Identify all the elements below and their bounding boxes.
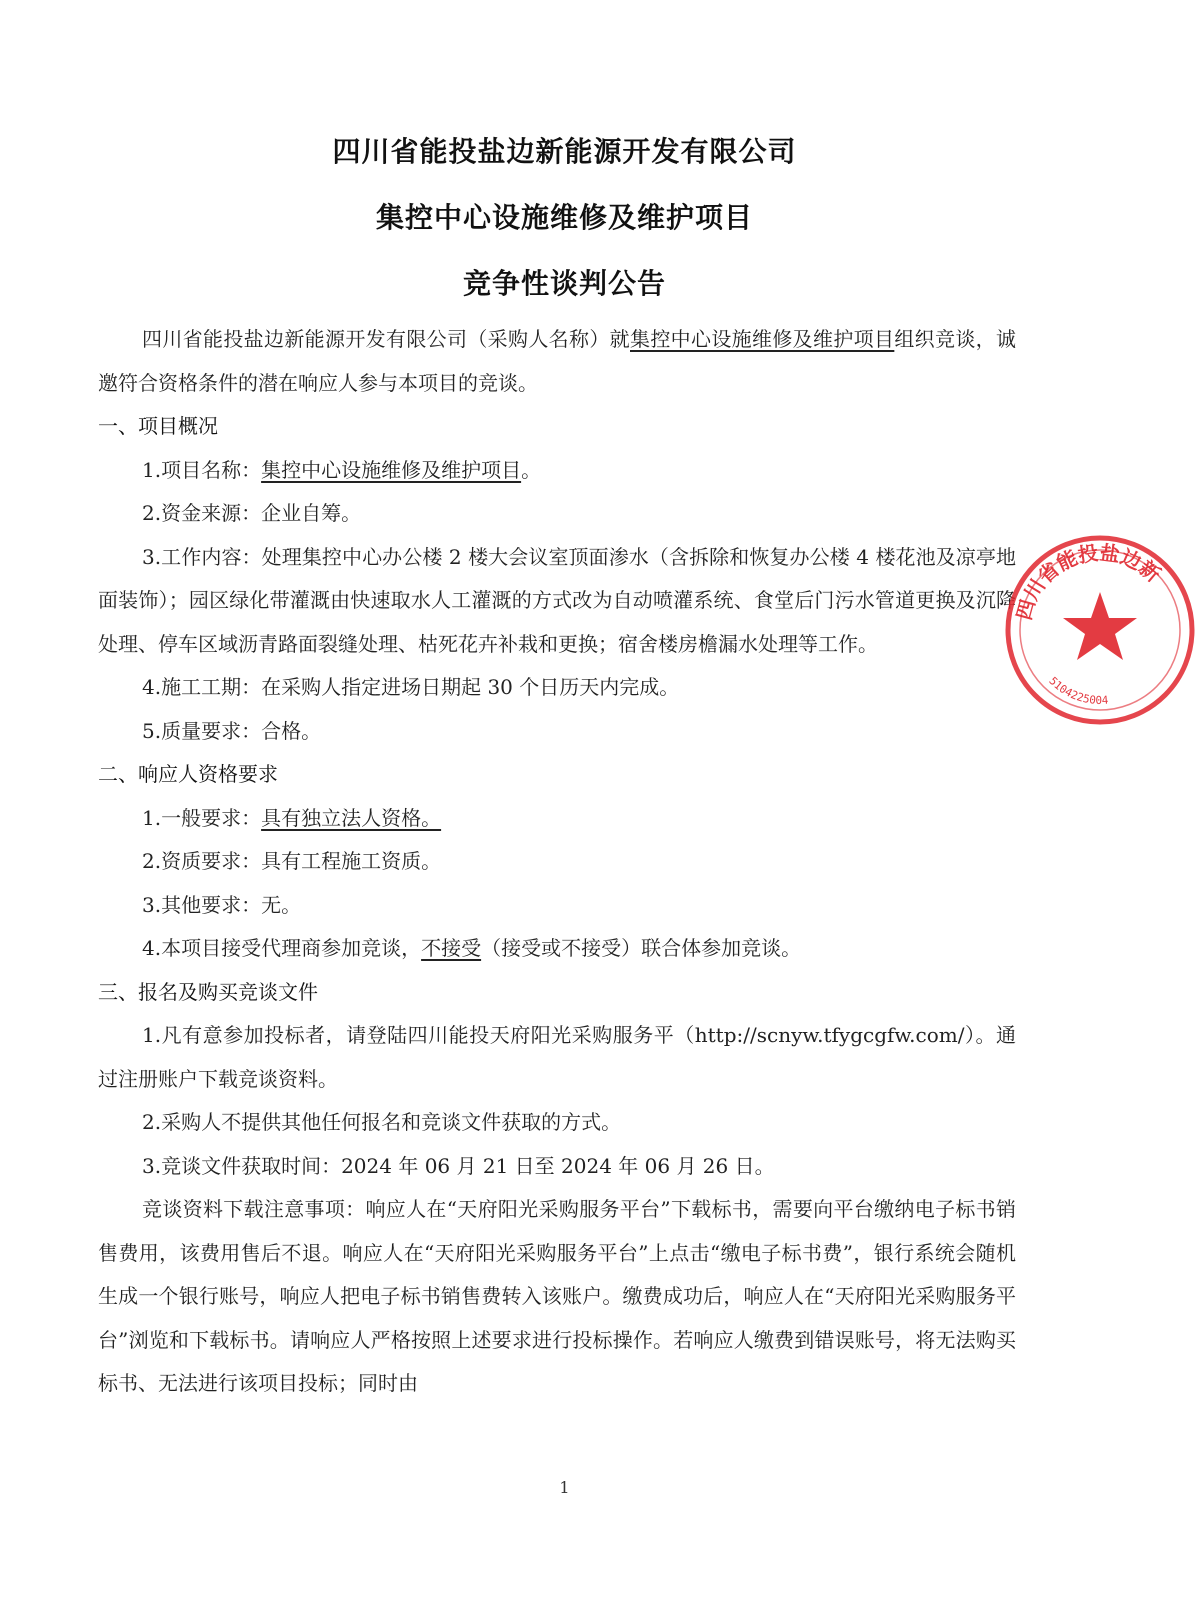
document-body — [98, 318, 1016, 1406]
s1-item-1-label: 1.项目名称： — [142, 457, 262, 482]
section-2-heading: 二、响应人资格要求 — [98, 762, 278, 786]
s2-item-4 — [98, 927, 1016, 971]
star-icon — [1063, 592, 1137, 660]
s3-item-1: 1.凡有意参加投标者，请登陆四川能投天府阳光采购服务平（http://scnyw.tfygcgfw.com/）。通过注册账户下载竞谈资料。 — [98, 1023, 1016, 1091]
project-title: 集控中心设施维修及维护项目 — [375, 201, 753, 234]
s2-item-3: 3.其他要求：无。 — [142, 892, 302, 917]
intro-project-name: 集控中心设施维修及维护项目 — [630, 327, 895, 351]
svg-text:5104225004: 5104225004 — [1046, 674, 1109, 707]
s2-item-2: 2.资质要求：具有工程施工资质。 — [142, 849, 442, 873]
s1-item-1-end: 。 — [521, 457, 542, 482]
svg-text:四川省能投盐边新: 四川省能投盐边新 — [1011, 540, 1166, 623]
s1-item-3: 3.工作内容：处理集控中心办公楼 2 楼大会议室顶面渗水（含拆除和恢复办公楼 4 楼花池及凉亭地面装饰）；园区绿化带灌溉由快速取水人工灌溉的方式改为自动喷灌系统、食堂后门污水管道更换及沉降处理、停车区域沥青路面裂缝处理、枯死花卉补栽和更换；宿舍楼房檐漏水处理等工作。 — [98, 544, 1016, 656]
s1-item-2: 2.资金来源：企业自筹。 — [142, 501, 362, 525]
s1-item-1 — [98, 449, 1016, 493]
intro-text: 四川省能投盐边新能源开发有限公司（采购人名称）就 — [142, 327, 630, 351]
company-title: 四川省能投盐边新能源开发有限公司 — [332, 135, 797, 168]
section-3-heading: 三、报名及购买竞谈文件 — [98, 979, 318, 1004]
s1-item-1-value: 集控中心设施维修及维护项目 — [261, 457, 522, 482]
s3-note: 竞谈资料下载注意事项：响应人在“天府阳光采购服务平台”下载标书，需要向平台缴纳电子标书销售费用，该费用售后不退。响应人在“天府阳光采购服务平台”上点击“缴电子标书费”，银行系统会随机生成一个银行账号，响应人把电子标书销售费转入该账户。缴费成功后，响应人在“天府阳光采购服务平台”浏览和下载标书。请响应人严格按照上述要求进行投标操作。若响应人缴费到错误账号，将无法购买标书、无法进行该项目投标；同时由 — [98, 1197, 1016, 1395]
s2-item-1 — [98, 797, 1016, 841]
s2-item-4-choice: 不接受 — [421, 936, 482, 960]
s2-item-1-value: 具有独立法人资格。 — [261, 805, 442, 830]
s2-item-4-end: （接受或不接受）联合体参加竞谈。 — [481, 936, 802, 960]
s1-item-4: 4.施工工期：在采购人指定进场日期起 30 个日历天内完成。 — [142, 675, 680, 699]
page-number: 1 — [559, 1478, 570, 1497]
announcement-title: 竞争性谈判公告 — [462, 267, 666, 300]
s2-item-4-text: 4.本项目接受代理商参加竞谈， — [142, 936, 422, 960]
s2-item-1-label: 1.一般要求： — [142, 805, 262, 830]
intro-text-end: 组织竞谈，诚邀符合资格条件的潜在响应人参与本项目的竞谈。 — [98, 327, 1017, 395]
section-1-heading: 一、项目概况 — [98, 414, 218, 438]
company-seal-stamp — [1000, 530, 1200, 730]
s1-item-5: 5.质量要求：合格。 — [142, 718, 322, 743]
intro-paragraph — [98, 318, 1016, 405]
s3-item-2: 2.采购人不提供其他任何报名和竞谈文件获取的方式。 — [142, 1110, 622, 1134]
s3-item-3: 3.竞谈文件获取时间：2024 年 06 月 21 日至 2024 年 06 月 26 日。 — [142, 1153, 775, 1178]
